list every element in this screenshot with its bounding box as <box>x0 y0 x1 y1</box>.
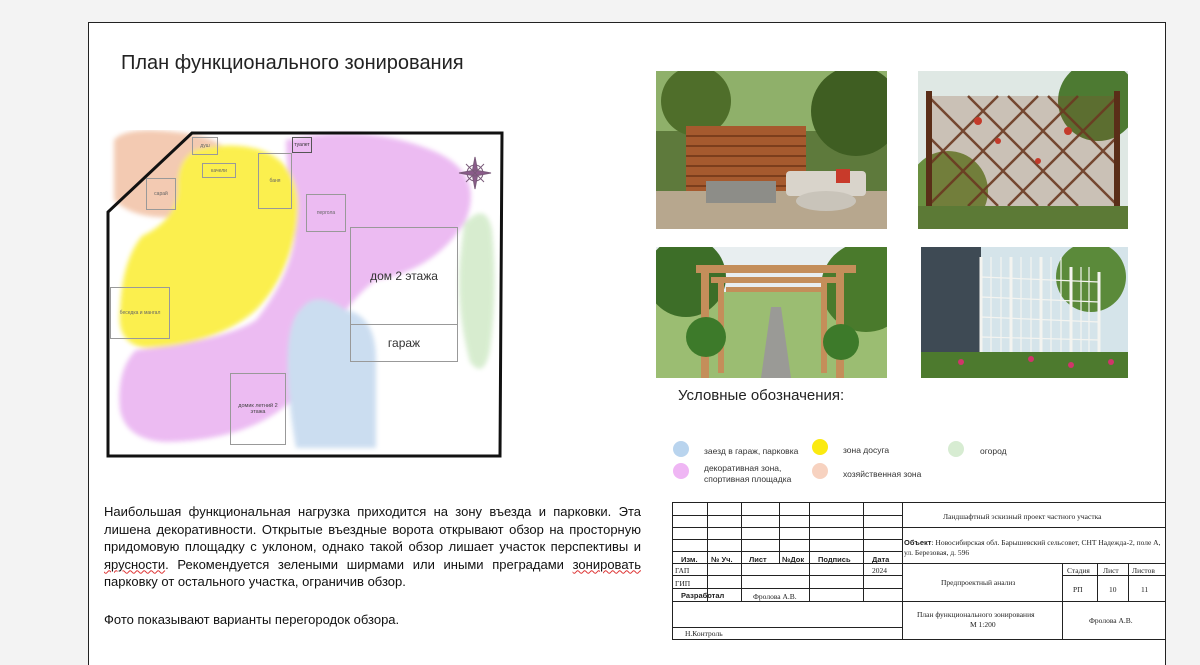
building-shed: сарай <box>146 178 176 210</box>
sheet-value: 10 <box>1109 585 1117 594</box>
analysis-text-2: . Рекомендуется зелеными ширмами или иными преградами <box>165 556 573 572</box>
building-banya: баня <box>258 153 292 209</box>
legend-label-garden: огород <box>980 446 1007 456</box>
photo-white-lattice-screen <box>921 247 1128 378</box>
analysis-text-3: парковку от остального участка, ограничив обзор. <box>104 574 406 589</box>
col-list: Лист <box>749 555 767 564</box>
building-shower: душ <box>192 137 218 155</box>
house-two-storey: дом 2 этажа <box>350 227 458 325</box>
analysis-text-1: Наибольшая функциональная нагрузка приходится на зону въезда и парковки. Эта лишена декоративности. Открытые въездные ворота открывают обзор на просторную придомовую площадку с уклоном, однако такой обзор лишает участок перспективы и <box>104 504 641 554</box>
legend-swatch-household <box>812 463 828 479</box>
col-podpis: Подпись <box>818 555 851 564</box>
col-data: Дата <box>872 555 890 564</box>
col-nuch: № Уч. <box>711 555 733 564</box>
sheets-value: 11 <box>1141 585 1149 594</box>
photo-note: Фото показывают варианты перегородок обзора. <box>104 612 400 627</box>
building-toilet: туалет <box>292 137 312 153</box>
legend-swatch-garden <box>948 441 964 457</box>
col-stadiya: Стадия <box>1067 566 1090 575</box>
organization: Фролова А.В. <box>1089 616 1133 625</box>
spellcheck-word-2: зонировать <box>572 556 641 572</box>
legend-swatch-decorative <box>673 463 689 479</box>
legend-label-parking: заезд в гараж, парковка <box>704 446 799 456</box>
object-address <box>904 538 1162 558</box>
sheet-title: План функционального зонирования <box>917 610 1035 619</box>
row-year: 2024 <box>872 566 887 575</box>
swing-area: качели <box>202 163 236 178</box>
legend-label-household: хозяйственная зона <box>843 469 922 479</box>
legend-label-decorative: декоративная зона, спортивная площадка <box>704 463 792 484</box>
sheet-scale: М 1:200 <box>970 620 996 629</box>
legend-swatch-leisure <box>812 439 828 455</box>
object-value: : Новосибирская обл. Барышевский сельсовет, СНТ Надежда-2, поле А, ул. Березовая, д. 596 <box>904 538 1161 557</box>
analysis-paragraph <box>104 503 641 591</box>
page-title: План функционального зонирования <box>121 52 464 74</box>
col-sheets: Листов <box>1132 566 1155 575</box>
row-nkontrol: Н.Контроль <box>685 629 723 638</box>
col-ndok: №Док <box>782 555 805 564</box>
zone-garden <box>459 213 494 368</box>
photo-wooden-screen-patio <box>656 71 887 229</box>
row-razrabotal: Разработал <box>681 591 725 600</box>
pergola-area: пергола <box>306 194 346 232</box>
stadiya-value: РП <box>1073 585 1083 594</box>
summer-cottage: домик летний 2 этажа <box>230 373 286 445</box>
row-gap: ГАП <box>675 566 690 575</box>
photo-lattice-trellis <box>918 71 1128 229</box>
garage: гараж <box>350 324 458 362</box>
row-author: Фролова А.В. <box>753 592 797 601</box>
stage-title: Предпроектный анализ <box>941 578 1016 587</box>
spellcheck-word-1: ярусности <box>104 556 166 572</box>
legend-label-leisure: зона досуга <box>843 445 890 455</box>
row-gip: ГИП <box>675 579 691 588</box>
project-name: Ландшафтный эскизный проект частного участка <box>943 512 1102 521</box>
title-block <box>672 502 1166 640</box>
gazebo-bbq: беседка и мангал <box>110 287 170 339</box>
legend-title: Условные обозначения: <box>678 387 845 404</box>
photo-pergola-walkway <box>656 247 887 378</box>
object-label: Объект <box>904 538 932 547</box>
col-sheet: Лист <box>1103 566 1119 575</box>
col-izm: Изм. <box>681 555 698 564</box>
legend-swatch-parking <box>673 441 689 457</box>
